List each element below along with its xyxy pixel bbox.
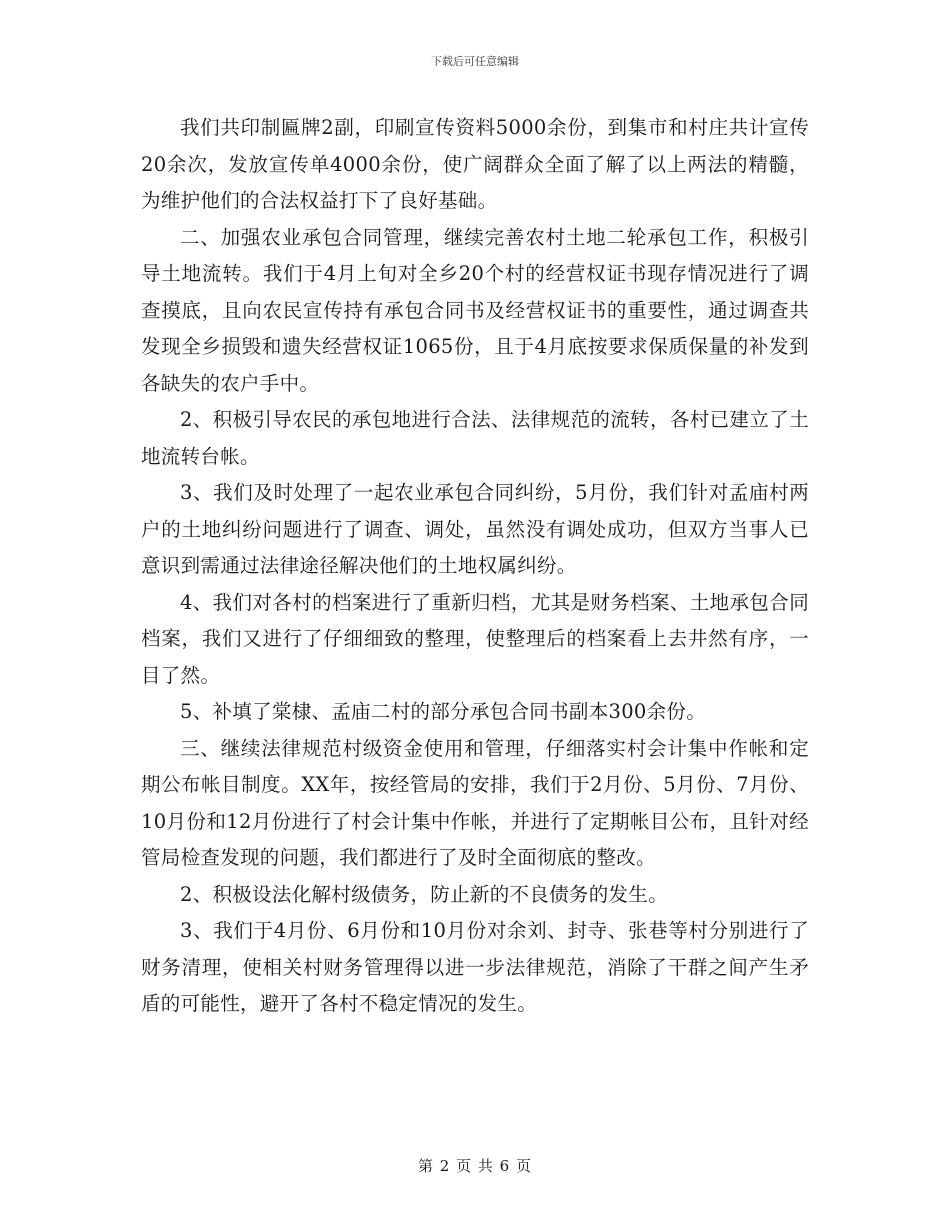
paragraph: 二、加强农业承包合同管理，继续完善农村土地二轮承包工作，积极引导土地流转。我们于4月上旬对全乡20个村的经营权证书现存情况进行了调查摸底，且向农民宣传持有承包合同书及经营权证书的重要性，通过调查共发现全乡损毁和遗失经营权证1065份，且于4月底按要求保质保量的补发到各缺失的农户手中。	[141, 225, 809, 395]
paragraph: 我们共印制匾牌2副，印刷宣传资料5000余份，到集市和村庄共计宣传20余次，发放宣传单4000余份，使广阔群众全面了解了以上两法的精髓，为维护他们的合法权益打下了良好基础。	[141, 116, 809, 212]
paragraph: 3、我们及时处理了一起农业承包合同纠纷，5月份，我们针对孟庙村两户的土地纠纷问题进行了调查、调处，虽然没有调处成功，但双方当事人已意识到需通过法律途径解决他们的土地权属纠纷。	[141, 481, 809, 577]
page-header-note: 下载后可任意编辑	[431, 55, 519, 68]
paragraph: 2、积极引导农民的承包地进行合法、法律规范的流转，各村已建立了土地流转台帐。	[141, 408, 809, 468]
paragraph: 4、我们对各村的档案进行了重新归档，尤其是财务档案、土地承包合同档案，我们又进行了仔细细致的整理，使整理后的档案看上去井然有序，一目了然。	[141, 590, 809, 687]
paragraph: 5、补填了棠棣、孟庙二村的部分承包合同书副本300余份。	[180, 700, 707, 723]
document-body	[141, 110, 809, 1023]
paragraph: 2、积极设法化解村级债务，防止新的不良债务的发生。	[180, 882, 668, 906]
page-number: 第 2 页 共 6 页	[418, 1157, 532, 1175]
paragraph: 三、继续法律规范村级资金使用和管理，仔细落实村会计集中作帐和定期公布帐目制度。XX年，按经管局的安排，我们于2月份、5月份、7月份、10月份和12月份进行了村会计集中作帐，并进行了定期帐目公布，且针对经管局检查发现的问题，我们都进行了及时全面彻底的整改。	[141, 736, 809, 869]
paragraph: 3、我们于4月份、6月份和10月份对余刘、封寺、张巷等村分别进行了财务清理，使相关村财务管理得以进一步法律规范，消除了干群之间产生矛盾的可能性，避开了各村不稳定情况的发生。	[141, 919, 809, 1015]
